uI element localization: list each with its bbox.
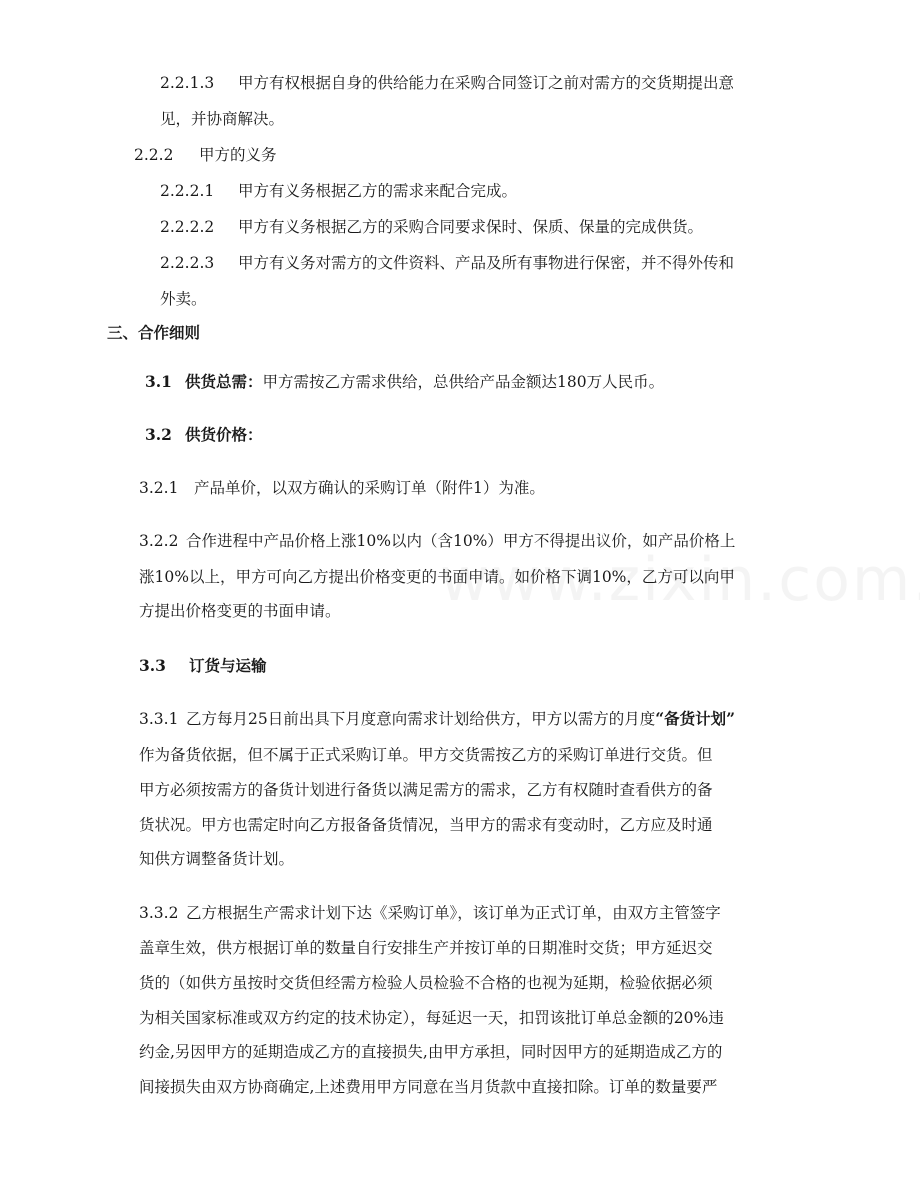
clause-text: 产品单价，以双方确认的采购订单（附件1）为准。 (194, 479, 545, 497)
clause-3-3-2-cont: 约金,另因甲方的延期造成乙方的直接损失,由甲方承担，同时因甲方的延期造成乙方的 (139, 1043, 723, 1061)
item-2-2-2-3-cont: 外卖。 (160, 290, 207, 308)
clause-text: 乙方根据生产需求计划下达《采购订单》，该订单为正式订单，由双方主管签字 (186, 904, 721, 922)
clause-3-3-2-cont: 为相关国家标准或双方约定的技术协定），每延迟一天，扣罚该批订单总金额的20%违 (139, 1009, 724, 1027)
clause-3-3-2-cont: 货的（如供方虽按时交货但经需方检验人员检验不合格的也视为延期，检验依据必须 (139, 974, 713, 992)
item-text: 甲方的义务 (199, 146, 277, 164)
clause-emphasis: “备货计划” (655, 709, 736, 728)
clause-3-2-2-cont: 涨10%以上，甲方可向乙方提出价格变更的书面申请。如价格下调10%，乙方可以向甲 (139, 568, 735, 586)
clause-3-3-2-cont: 间接损失由双方协商确定,上述费用甲方同意在当月货款中直接扣除。订单的数量要严 (139, 1078, 718, 1096)
item-number: 2.2.2.2 (160, 218, 215, 236)
clause-label: 订货与运输 (189, 656, 267, 675)
clause-3-3-2-cont: 盖章生效，供方根据订单的数量自行安排生产并按订单的日期准时交货；甲方延迟交 (139, 939, 713, 957)
clause-3-3-1-cont: 货状况。甲方也需定时向乙方报备备货情况，当甲方的需求有变动时，乙方应及时通 (139, 816, 713, 834)
item-text: 甲方有义务根据乙方的需求来配合完成。 (238, 182, 518, 200)
clause-3-2-2 (139, 531, 735, 551)
clause-3-3 (139, 656, 267, 676)
clause-number: 3.2.2 (139, 532, 179, 550)
clause-number: 3.1 (145, 372, 172, 391)
item-2-2-2-1 (160, 181, 517, 201)
item-text: 甲方有权根据自身的供给能力在采购合同签订之前对需方的交货期提出意 (238, 74, 735, 92)
clause-3-3-1 (139, 709, 735, 729)
clause-number: 3.2 (145, 425, 172, 444)
clause-3-2-1 (139, 478, 545, 498)
clause-3-2 (145, 425, 263, 445)
item-number: 2.2.1.3 (160, 74, 215, 92)
clause-label: 供货价格： (185, 425, 263, 444)
clause-text: 合作进程中产品价格上涨10%以内（含10%）甲方不得提出议价，如产品价格上 (186, 532, 736, 550)
item-2-2-1-3-cont: 见，并协商解决。 (160, 110, 285, 128)
clause-number: 3.2.1 (139, 479, 179, 497)
clause-number: 3.3.2 (139, 904, 179, 922)
clause-text: 乙方每月25日前出具下月度意向需求计划给供方，甲方以需方的月度 (186, 710, 656, 728)
clause-3-1 (145, 372, 664, 392)
item-2-2-1-3 (160, 73, 734, 93)
item-text: 甲方有义务对需方的文件资料、产品及所有事物进行保密，并不得外传和 (238, 254, 735, 272)
clause-3-2-2-cont: 方提出价格变更的书面申请。 (139, 602, 341, 620)
clause-number: 3.3.1 (139, 710, 179, 728)
clause-label: 供货总需： (185, 372, 263, 391)
clause-3-3-1-cont: 作为备货依据，但不属于正式采购订单。甲方交货需按乙方的采购订单进行交货。但 (139, 746, 713, 764)
item-number: 2.2.2 (134, 146, 174, 164)
clause-text: 甲方需按乙方需求供给，总供给产品金额达180万人民币。 (262, 373, 665, 391)
section-heading: 三、合作细则 (107, 323, 201, 342)
item-number: 2.2.2.1 (160, 182, 215, 200)
clause-3-3-1-cont: 知供方调整备货计划。 (139, 850, 295, 868)
item-2-2-2-3 (160, 253, 734, 273)
item-2-2-2 (134, 145, 277, 165)
item-text: 甲方有义务根据乙方的采购合同要求保时、保质、保量的完成供货。 (238, 218, 704, 236)
clause-3-3-1-cont: 甲方必须按需方的备货计划进行备货以满足需方的需求，乙方有权随时查看供方的备 (139, 781, 713, 799)
item-number: 2.2.2.3 (160, 254, 215, 272)
clause-3-3-2 (139, 903, 721, 923)
item-2-2-2-2 (160, 217, 703, 237)
clause-number: 3.3 (139, 656, 166, 675)
